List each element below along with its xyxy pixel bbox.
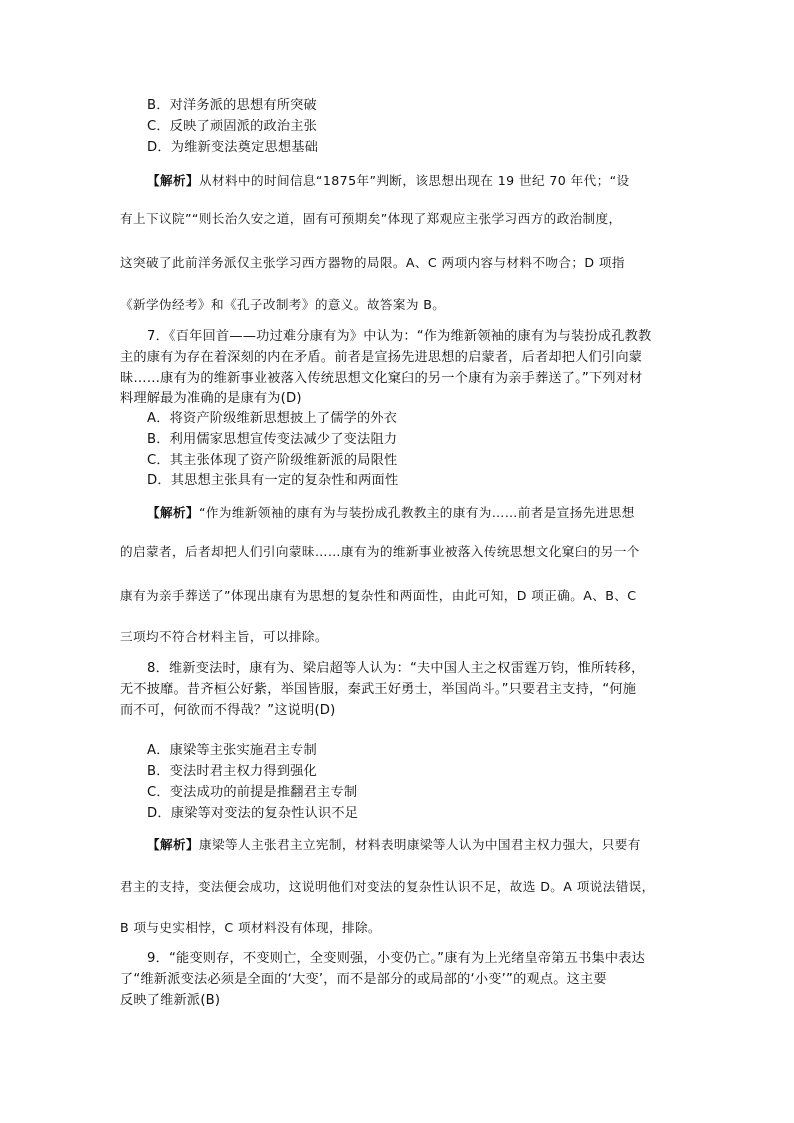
- analysis-text: 康梁等人主张君主立宪制，材料表明康梁等人认为中国君主权力强大，只要有: [198, 837, 641, 852]
- q6-option-b: B．对洋务派的思想有所突破: [147, 98, 317, 113]
- q7-option-b: B．利用儒家思想宣传变法减少了变法阻力: [147, 432, 398, 447]
- q7-analysis-line-4: 三项均不符合材料主旨，可以排除。: [120, 629, 328, 644]
- q7-stem-line-4: 料理解最为准确的是康有为(D): [120, 391, 302, 406]
- q9-stem-line-3: 反映了维新派(B): [120, 993, 221, 1008]
- analysis-tag: 【解析】: [147, 173, 199, 188]
- q8-option-a: A．康梁等主张实施君主专制: [147, 743, 317, 758]
- analysis-tag: 【解析】: [147, 837, 199, 852]
- q7-analysis-line-3: 康有为亲手葬送了”体现出康有为思想的复杂性和两面性，由此可知，D 项正确。A、B、C: [120, 588, 637, 603]
- q8-analysis-line-2: 君主的支持，变法便会成功，这说明他们对变法的复杂性认识不足，故选 D。A 项说法错误，: [120, 879, 655, 894]
- q8-option-d: D．康梁等对变法的复杂性认识不足: [147, 806, 359, 821]
- q9-stem-line-1: 9．“能变则存，不变则亡，全变则强，小变仍亡。”康有为上光绪皇帝第五书集中表达: [147, 951, 646, 966]
- q6-option-c: C．反映了顽固派的政治主张: [147, 119, 318, 134]
- q8-option-b: B．变法时君主权力得到强化: [147, 764, 317, 779]
- q7-analysis-line-1: [147, 504, 635, 522]
- q6-option-d: D．为维新变法奠定思想基础: [147, 140, 319, 155]
- q7-analysis-line-2: 的启蒙者，后者却把人们引向蒙昧……康有为的维新事业被落入传统思想文化窠臼的另一个: [120, 544, 640, 559]
- q8-option-c: C．变法成功的前提是推翻君主专制: [147, 785, 358, 800]
- q6-analysis-line-2: 有上下议院”“则长治久安之道，固有可预期矣”体现了郑观应主张学习西方的政治制度，: [120, 211, 622, 226]
- q8-analysis-line-3: B 项与史实相悖，C 项材料没有体现，排除。: [120, 920, 381, 935]
- q6-analysis-line-4: 《新学伪经考》和《孔子改制考》的意义。故答案为 B。: [120, 297, 446, 312]
- analysis-text: “作为维新领袖的康有为与装扮成孔教教主的康有为……前者是宣扬先进思想: [198, 505, 635, 520]
- q7-stem-line-2: 主的康有为存在着深刻的内在矛盾。前者是宣扬先进思想的启蒙者，后者却把人们引向蒙: [120, 350, 643, 365]
- q9-stem-line-2: 了“维新派变法必须是全面的‘大变’，而不是部分的或局部的‘小变’”的观点。这主要: [120, 972, 607, 987]
- q6-analysis-line-3: 这突破了此前洋务派仅主张学习西方器物的局限。A、C 两项内容与材料不吻合；D 项指: [120, 255, 625, 270]
- q8-analysis-line-1: [147, 836, 641, 854]
- q8-stem-line-1: 8．维新变法时，康有为、梁启超等人认为：“夫中国人主之权雷霆万钧，惟所转移，: [147, 661, 645, 676]
- analysis-tag: 【解析】: [147, 505, 199, 520]
- q8-stem-line-3: 而不可，何欲而不得哉？”这说明(D): [120, 703, 336, 718]
- analysis-text: 从材料中的时间信息“1875年”判断，该思想出现在 19 世纪 70 年代；“设: [198, 173, 630, 188]
- q7-option-c: C．其主张体现了资产阶级维新派的局限性: [147, 453, 398, 468]
- q7-stem-line-1: 7．《百年回首——功过难分康有为》中认为：“作为维新领袖的康有为与装扮成孔教教: [147, 329, 652, 344]
- q6-analysis-line-1: [147, 172, 630, 190]
- q7-stem-line-3: 昧……康有为的维新事业被落入传统思想文化窠臼的另一个康有为亲手葬送了。”下列对材: [120, 371, 643, 386]
- q7-option-d: D．其思想主张具有一定的复杂性和两面性: [147, 473, 399, 488]
- q7-option-a: A．将资产阶级维新思想披上了儒学的外衣: [147, 411, 398, 426]
- q8-stem-line-2: 无不披靡。昔齐桓公好紫，举国皆服，秦武王好勇士，举国尚斗。”只要君主支持，“何施: [120, 682, 637, 697]
